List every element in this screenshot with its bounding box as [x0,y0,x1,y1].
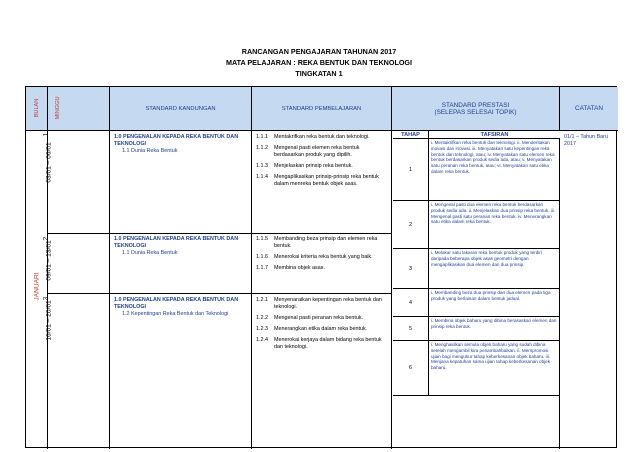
week-1-number: 1 [42,132,50,137]
prestasi-row-6 [393,341,560,396]
pembelajaran-text: Mentakrifkan reka bentuk dan teknologi. [274,134,370,140]
week-1-dates: 03/01 – 06/01 [45,142,53,183]
tafsiran-text: i. Menghasilkan semula objek baharu yang sudah dibina setelah mengambil kira penambahbaikan. ii. Mempromosi ujian bagi mengukur tahap keberkesanan objek baharu. iii. Menjana kepatuhan sama ujian tahap keberkesanan objek baharu. [431,342,551,371]
pembelajaran-code: 1.2.3 [256,326,268,332]
pembelajaran-code: 1.1.6 [256,254,268,260]
pembelajaran-code: 1.1.7 [256,265,268,271]
col-kandungan [110,131,252,449]
tahap-number: 4 [393,289,429,316]
pembelajaran-code: 1.1.2 [256,145,268,151]
tafsiran-header: TAFSIRAN [429,131,560,139]
pembelajaran-item [256,174,388,188]
prestasi-table [393,131,560,406]
week-3-kandungan-sub: 1.2 Kepentingan Reka Bentuk dan Teknologi [122,311,229,317]
week-3-kandungan [114,297,248,318]
pembelajaran-item [256,337,388,351]
header-catatan-label: CATATAN [575,105,603,112]
tahap-number: 6 [393,341,429,395]
week-1-kandungan-sub: 1.1 Dunia Reka Bentuk [122,148,178,154]
header-pembelajaran [252,87,392,131]
header-bulan-label: BULAN [34,98,40,118]
tafsiran-text: i. Melakar satu lakaran reka bentuk produk yang terdiri daripada beberapa objek asas geometri dengan mengaplikasikan dua elemen dan dua prinsip. [431,250,542,267]
header-minggu [48,87,110,131]
tahap-number: 1 [393,139,429,200]
col-minggu [45,131,110,449]
header-catatan [560,87,618,131]
pembelajaran-text: Mengenal pasti elemen reka bentuk berdasarkan produk yang dipilih. [274,145,360,158]
pembelajaran-code: 1.1.1 [256,134,268,140]
week-divider-2 [48,293,392,294]
pembelajaran-code: 1.1.5 [256,236,268,242]
week-2-kandungan [114,236,248,257]
header-kandungan [110,87,252,131]
tahap-number: 2 [393,201,429,248]
prestasi-row-1 [393,139,560,201]
week-1-catatan: 01/1 – Tahun Baru 2017 [564,134,608,147]
document-title-block [0,46,638,79]
title-line-1: RANCANGAN PENGAJARAN TAHUNAN 2017 [241,47,397,56]
pembelajaran-text: Menerangkan etika dalam reka bentuk. [274,326,368,332]
pembelajaran-text: Menerokai kriteria reka bentuk yang baik. [274,254,373,260]
week-3-pembelajaran [256,297,388,351]
pembelajaran-item [256,236,388,250]
pembelajaran-text: Menyenaraikan kepentingan reka bentuk dan teknologi. [274,297,382,310]
week-2-number: 2 [42,236,50,241]
prestasi-row-4 [393,289,560,317]
pembelajaran-text: Mengaplikasikan prinsip-prinsip reka bentuk dalam menreka bentuk objek asas. [274,174,379,187]
pembelajaran-item [256,326,388,333]
week-2-kandungan-sub: 1.1 Dunia Reka Bentuk [122,250,178,256]
week-2-kandungan-title: 1.0 PENGENALAN KEPADA REKA BENTUK DAN TEKNOLOGI [114,236,239,249]
pembelajaran-code: 1.1.3 [256,163,268,169]
header-minggu-label: MINGGU [55,96,61,120]
pembelajaran-item [256,297,388,311]
tahap-header: TAHAP [393,131,429,139]
header-prestasi [392,87,560,131]
pembelajaran-text: Membina objek asas. [274,265,325,271]
week-3-kandungan-title: 1.0 PENGENALAN KEPADA REKA BENTUK DAN TEKNOLOGI [114,297,239,310]
plan-table [25,86,617,448]
pembelajaran-code: 1.2.1 [256,297,268,303]
pembelajaran-code: 1.2.4 [256,337,268,343]
tahap-number: 5 [393,317,429,340]
week-1-pembelajaran [256,134,388,188]
header-prestasi-label-1: STANDARD PRESTASI [441,101,510,109]
week-1-kandungan-title: 1.0 PENGENALAN KEPADA REKA BENTUK DAN TEKNOLOGI [114,134,239,147]
tafsiran-text: i. Mengenal pasti dua elemen reka bentuk berdasarkan produk sedia ada. ii. Menjelaskan dua prinsip reka bentuk. iii. Mengenal pasti satu peranan reka bentuk. iv. Menerangkan satu etika dalam reka bentuk. [431,202,556,225]
week-2-pembelajaran [256,236,388,272]
pembelajaran-item [256,265,388,272]
tafsiran-text: i. Membanding beza dua prinsip dan dua elemen pada tiga produk yang berlainan dalam bentuk jadual. [431,290,551,301]
pembelajaran-item [256,145,388,159]
pembelajaran-code: 1.2.2 [256,315,268,321]
week-divider-1 [48,233,392,234]
pembelajaran-item [256,163,388,170]
pembelajaran-text: Membanding beza prinsip dan elemen reka bentuk. [274,236,378,249]
pembelajaran-text: Mengenal pasti peranan reka bentuk. [274,315,364,321]
pembelajaran-item [256,134,388,141]
week-3-number: 3 [42,296,50,301]
tafsiran-text: i. Mentakrifkan reka bentuk dan teknologi. ii. Menderitakan inovasi dan inovasi. iii. Menyatakan satu kepentingan reka bentuk dan teknologi, atau; iv. Menyatakan satu elemen reka bentuk berdasarkan produk sedia ada, atau; v. Menyatakan satu peranan reka bentuk, atau; vi. Menyatakan satu etika dalam reka bentuk. [431,140,555,174]
header-kandungan-label: STANDARD KANDUNGAN [145,105,216,112]
header-prestasi-label-2: (SELEPAS SELESAI TOPIK) [434,108,517,116]
pembelajaran-code: 1.1.4 [256,174,268,180]
title-line-3: TINGKATAN 1 [295,69,343,78]
week-1-kandungan [114,134,248,155]
title-line-2: MATA PELAJARAN : REKA BENTUK DAN TEKNOLOGI [225,58,413,67]
pembelajaran-text: Menerokai kerjaya dalam bidang reka bentuk dan teknologi. [274,337,382,350]
month-label: JANUARI [33,272,41,301]
pembelajaran-item [256,254,388,261]
prestasi-row-3 [393,249,560,289]
header-pembelajaran-label: STANDARD PEMBELAJARAN [281,105,362,112]
prestasi-row-5 [393,317,560,341]
pembelajaran-text: Menjelaskan prinsip reka bentuk. [274,163,353,169]
tahap-number: 3 [393,249,429,288]
week-3-dates: 16/01 – 20/01 [45,300,53,341]
tafsiran-text: i. Membina objek baharu yang dibina berasaskan elemen dan prinsip reka bentuk. [431,318,557,329]
pembelajaran-item [256,315,388,322]
prestasi-row-2 [393,201,560,249]
week-2-dates: 09/01 – 13/01 [45,240,53,281]
